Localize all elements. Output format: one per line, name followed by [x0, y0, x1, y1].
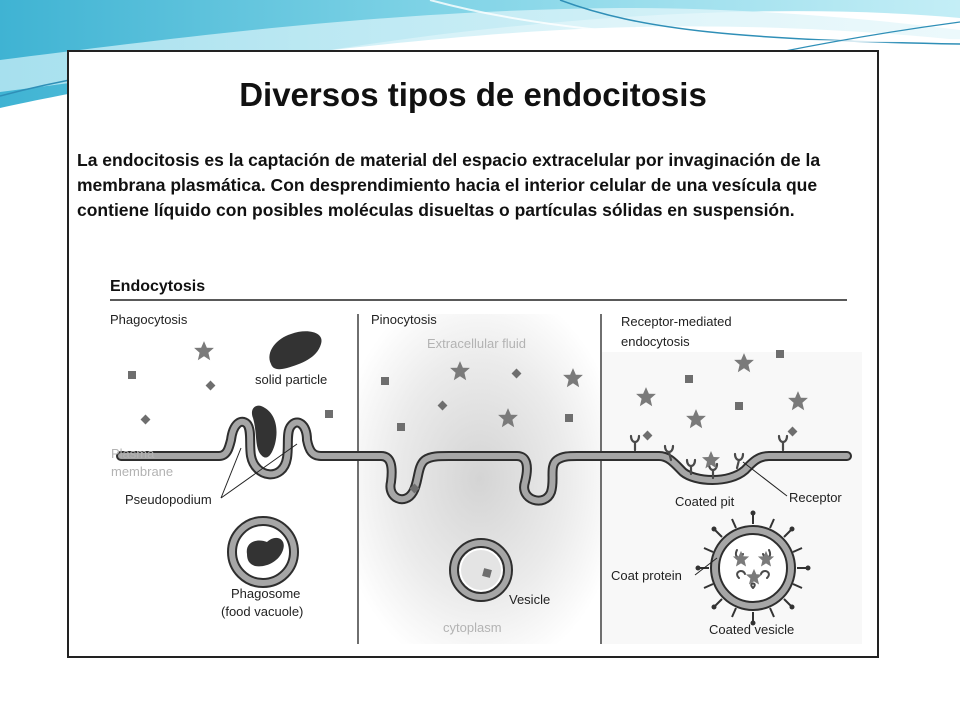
molecule-square — [397, 423, 405, 431]
coat-protein-label: Coat protein — [611, 568, 682, 583]
slide-card — [67, 50, 879, 658]
extracellular-fluid-label: Extracellular fluid — [427, 336, 526, 351]
vesicle-inner-fluid — [461, 550, 501, 590]
molecule-square — [325, 410, 333, 418]
solid-particle — [269, 331, 321, 369]
phagocytosis-title: Phagocytosis — [110, 312, 188, 327]
receptor-title-line2: endocytosis — [621, 334, 690, 349]
molecule-diamond — [206, 381, 216, 391]
receptor-title-line1: Receptor-mediated — [621, 314, 732, 329]
pseudopodium-label: Pseudopodium — [125, 492, 212, 507]
molecule-square — [776, 350, 784, 358]
endocytosis-diagram — [69, 52, 877, 656]
engulfed-particle — [252, 406, 277, 458]
molecule-star — [194, 341, 214, 360]
molecule-square — [381, 377, 389, 385]
slide-title: Diversos tipos de endocitosis — [239, 76, 707, 113]
molecule-square — [128, 371, 136, 379]
coated-vesicle-label: Coated vesicle — [709, 622, 795, 637]
pinocytosis-title: Pinocytosis — [371, 312, 437, 327]
solid-particle-label: solid particle — [255, 372, 328, 387]
cytoplasm-label: cytoplasm — [443, 620, 502, 635]
plasma-membrane-label-line1: Plasma — [111, 446, 155, 461]
molecule-diamond — [141, 415, 151, 425]
molecule-square — [735, 402, 743, 410]
molecule-square — [685, 375, 693, 383]
coated-pit-label: Coated pit — [675, 494, 735, 509]
diagram-heading: Endocytosis — [110, 278, 206, 295]
phagosome-label-line1: Phagosome — [231, 586, 301, 601]
vesicle-label: Vesicle — [509, 592, 551, 607]
receptor-label: Receptor — [789, 490, 842, 505]
plasma-membrane-label-line2: membrane — [111, 464, 174, 479]
molecule-square — [565, 414, 573, 422]
phagosome-label-line2: (food vacuole) — [221, 604, 304, 619]
slide-description: La endocitosis es la captación de material del espacio extracelular por invaginación de la membrana plasmática. Con desprendimiento hacia el interior celular de una vesícula que contiene líquido con posibles moléculas disueltas o partículas sólidas en suspensión. — [77, 150, 821, 220]
